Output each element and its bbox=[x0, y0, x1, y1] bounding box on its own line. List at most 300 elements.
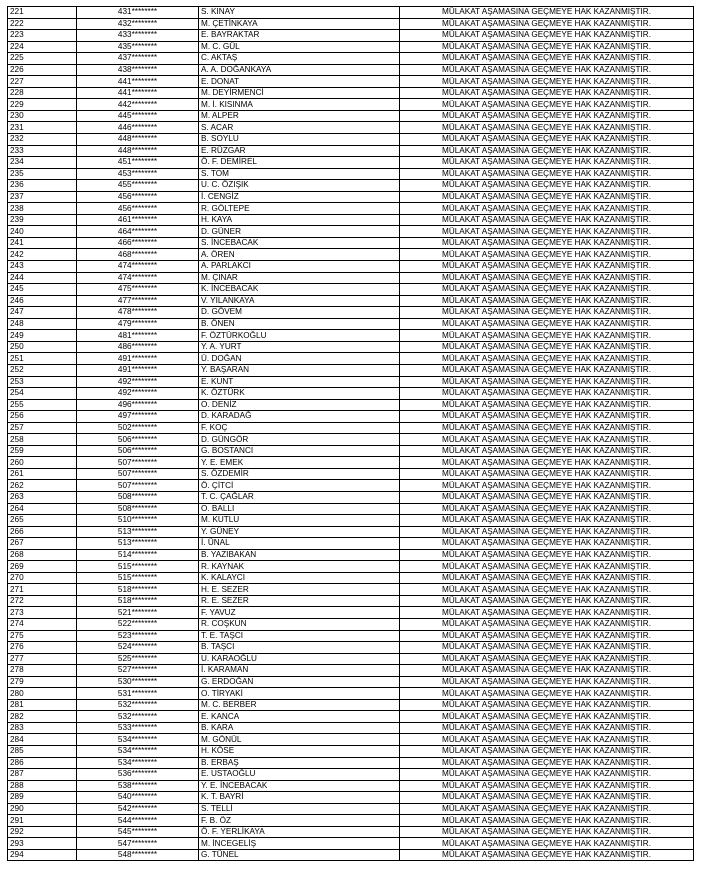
row-number-cell: 249 bbox=[8, 330, 77, 342]
candidate-name-cell: B. KARA bbox=[199, 722, 400, 734]
masked-id-cell: 513******** bbox=[77, 538, 199, 550]
table-row bbox=[8, 491, 694, 503]
masked-id-cell: 448******** bbox=[77, 145, 199, 157]
masked-id-cell: 438******** bbox=[77, 64, 199, 76]
masked-id-cell: 531******** bbox=[77, 688, 199, 700]
row-number-cell: 283 bbox=[8, 722, 77, 734]
candidate-name-cell: B. TAŞCI bbox=[199, 642, 400, 654]
table-row bbox=[8, 688, 694, 700]
candidate-name-cell: H. KAYA bbox=[199, 214, 400, 226]
row-number-cell: 281 bbox=[8, 699, 77, 711]
candidate-name-cell: R. COŞKUN bbox=[199, 618, 400, 630]
masked-id-cell: 540******** bbox=[77, 792, 199, 804]
candidate-name-cell: O. DENİZ bbox=[199, 399, 400, 411]
masked-id-cell: 448******** bbox=[77, 134, 199, 146]
table-row bbox=[8, 849, 694, 861]
table-row bbox=[8, 549, 694, 561]
row-number-cell: 284 bbox=[8, 734, 77, 746]
row-number-cell: 225 bbox=[8, 53, 77, 65]
row-number-cell: 267 bbox=[8, 538, 77, 550]
row-number-cell: 255 bbox=[8, 399, 77, 411]
candidate-name-cell: Ö. F. DEMİREL bbox=[199, 157, 400, 169]
row-number-cell: 222 bbox=[8, 18, 77, 30]
row-number-cell: 261 bbox=[8, 468, 77, 480]
row-number-cell: 269 bbox=[8, 561, 77, 573]
result-status-cell: MÜLAKAT AŞAMASINA GEÇMEYE HAK KAZANMIŞTIR. bbox=[400, 18, 694, 30]
row-number-cell: 263 bbox=[8, 491, 77, 503]
table-row bbox=[8, 584, 694, 596]
candidate-name-cell: O. BALLI bbox=[199, 503, 400, 515]
candidate-name-cell: K. KALAYCI bbox=[199, 572, 400, 584]
result-status-cell: MÜLAKAT AŞAMASINA GEÇMEYE HAK KAZANMIŞTIR. bbox=[400, 803, 694, 815]
table-row bbox=[8, 76, 694, 88]
table-row bbox=[8, 572, 694, 584]
table-row bbox=[8, 503, 694, 515]
table-row bbox=[8, 122, 694, 134]
candidate-name-cell: M. DEYİRMENCİ bbox=[199, 87, 400, 99]
masked-id-cell: 491******** bbox=[77, 353, 199, 365]
table-row bbox=[8, 134, 694, 146]
result-status-cell: MÜLAKAT AŞAMASINA GEÇMEYE HAK KAZANMIŞTIR. bbox=[400, 30, 694, 42]
result-status-cell: MÜLAKAT AŞAMASINA GEÇMEYE HAK KAZANMIŞTIR. bbox=[400, 226, 694, 238]
masked-id-cell: 435******** bbox=[77, 41, 199, 53]
candidate-name-cell: M. ÇINAR bbox=[199, 272, 400, 284]
masked-id-cell: 513******** bbox=[77, 526, 199, 538]
row-number-cell: 265 bbox=[8, 515, 77, 527]
masked-id-cell: 497******** bbox=[77, 411, 199, 423]
row-number-cell: 272 bbox=[8, 595, 77, 607]
table-row bbox=[8, 561, 694, 573]
result-status-cell: MÜLAKAT AŞAMASINA GEÇMEYE HAK KAZANMIŞTIR. bbox=[400, 87, 694, 99]
candidate-name-cell: Y. A. YURT bbox=[199, 341, 400, 353]
result-status-cell: MÜLAKAT AŞAMASINA GEÇMEYE HAK KAZANMIŞTIR. bbox=[400, 307, 694, 319]
row-number-cell: 232 bbox=[8, 134, 77, 146]
row-number-cell: 286 bbox=[8, 757, 77, 769]
masked-id-cell: 466******** bbox=[77, 237, 199, 249]
candidate-name-cell: M. ÇETİNKAYA bbox=[199, 18, 400, 30]
result-status-cell: MÜLAKAT AŞAMASINA GEÇMEYE HAK KAZANMIŞTIR. bbox=[400, 618, 694, 630]
result-status-cell: MÜLAKAT AŞAMASINA GEÇMEYE HAK KAZANMIŞTIR. bbox=[400, 376, 694, 388]
row-number-cell: 288 bbox=[8, 780, 77, 792]
candidate-name-cell: G. BOSTANCI bbox=[199, 445, 400, 457]
result-status-cell: MÜLAKAT AŞAMASINA GEÇMEYE HAK KAZANMIŞTIR. bbox=[400, 734, 694, 746]
result-status-cell: MÜLAKAT AŞAMASINA GEÇMEYE HAK KAZANMIŞTIR. bbox=[400, 503, 694, 515]
masked-id-cell: 479******** bbox=[77, 318, 199, 330]
row-number-cell: 291 bbox=[8, 815, 77, 827]
masked-id-cell: 492******** bbox=[77, 388, 199, 400]
masked-id-cell: 507******** bbox=[77, 480, 199, 492]
result-status-cell: MÜLAKAT AŞAMASINA GEÇMEYE HAK KAZANMIŞTIR. bbox=[400, 134, 694, 146]
candidate-name-cell: K. İNCEBACAK bbox=[199, 284, 400, 296]
table-row bbox=[8, 180, 694, 192]
table-row bbox=[8, 341, 694, 353]
result-status-cell: MÜLAKAT AŞAMASINA GEÇMEYE HAK KAZANMIŞTIR. bbox=[400, 526, 694, 538]
result-status-cell: MÜLAKAT AŞAMASINA GEÇMEYE HAK KAZANMIŞTIR. bbox=[400, 364, 694, 376]
table-row bbox=[8, 665, 694, 677]
masked-id-cell: 502******** bbox=[77, 422, 199, 434]
candidate-name-cell: E. KANCA bbox=[199, 711, 400, 723]
row-number-cell: 223 bbox=[8, 30, 77, 42]
candidate-name-cell: E. USTAOĞLU bbox=[199, 769, 400, 781]
result-status-cell: MÜLAKAT AŞAMASINA GEÇMEYE HAK KAZANMIŞTIR. bbox=[400, 722, 694, 734]
row-number-cell: 221 bbox=[8, 7, 77, 19]
masked-id-cell: 521******** bbox=[77, 607, 199, 619]
masked-id-cell: 532******** bbox=[77, 699, 199, 711]
row-number-cell: 278 bbox=[8, 665, 77, 677]
masked-id-cell: 545******** bbox=[77, 826, 199, 838]
result-status-cell: MÜLAKAT AŞAMASINA GEÇMEYE HAK KAZANMIŞTIR. bbox=[400, 595, 694, 607]
table-row bbox=[8, 64, 694, 76]
table-row bbox=[8, 630, 694, 642]
table-row bbox=[8, 457, 694, 469]
row-number-cell: 238 bbox=[8, 203, 77, 215]
candidate-name-cell: A. A. DOĞANKAYA bbox=[199, 64, 400, 76]
masked-id-cell: 542******** bbox=[77, 803, 199, 815]
candidate-name-cell: D. KARADAĞ bbox=[199, 411, 400, 423]
result-status-cell: MÜLAKAT AŞAMASINA GEÇMEYE HAK KAZANMIŞTIR. bbox=[400, 549, 694, 561]
result-status-cell: MÜLAKAT AŞAMASINA GEÇMEYE HAK KAZANMIŞTIR. bbox=[400, 561, 694, 573]
row-number-cell: 248 bbox=[8, 318, 77, 330]
candidate-name-cell: F. KOÇ bbox=[199, 422, 400, 434]
row-number-cell: 266 bbox=[8, 526, 77, 538]
result-status-cell: MÜLAKAT AŞAMASINA GEÇMEYE HAK KAZANMIŞTIR. bbox=[400, 699, 694, 711]
table-row bbox=[8, 653, 694, 665]
table-row bbox=[8, 676, 694, 688]
result-status-cell: MÜLAKAT AŞAMASINA GEÇMEYE HAK KAZANMIŞTIR. bbox=[400, 180, 694, 192]
result-status-cell: MÜLAKAT AŞAMASINA GEÇMEYE HAK KAZANMIŞTIR. bbox=[400, 665, 694, 677]
masked-id-cell: 515******** bbox=[77, 561, 199, 573]
row-number-cell: 246 bbox=[8, 295, 77, 307]
result-status-cell: MÜLAKAT AŞAMASINA GEÇMEYE HAK KAZANMIŞTIR. bbox=[400, 272, 694, 284]
table-row bbox=[8, 711, 694, 723]
result-status-cell: MÜLAKAT AŞAMASINA GEÇMEYE HAK KAZANMIŞTIR. bbox=[400, 341, 694, 353]
masked-id-cell: 536******** bbox=[77, 769, 199, 781]
candidate-name-cell: F. ÖZTÜRKOĞLU bbox=[199, 330, 400, 342]
masked-id-cell: 506******** bbox=[77, 434, 199, 446]
result-status-cell: MÜLAKAT AŞAMASINA GEÇMEYE HAK KAZANMIŞTIR. bbox=[400, 688, 694, 700]
result-status-cell: MÜLAKAT AŞAMASINA GEÇMEYE HAK KAZANMIŞTIR. bbox=[400, 261, 694, 273]
row-number-cell: 235 bbox=[8, 168, 77, 180]
table-row bbox=[8, 295, 694, 307]
result-status-cell: MÜLAKAT AŞAMASINA GEÇMEYE HAK KAZANMIŞTIR. bbox=[400, 110, 694, 122]
row-number-cell: 258 bbox=[8, 434, 77, 446]
table-row bbox=[8, 330, 694, 342]
masked-id-cell: 522******** bbox=[77, 618, 199, 630]
row-number-cell: 268 bbox=[8, 549, 77, 561]
masked-id-cell: 510******** bbox=[77, 515, 199, 527]
masked-id-cell: 464******** bbox=[77, 226, 199, 238]
result-status-cell: MÜLAKAT AŞAMASINA GEÇMEYE HAK KAZANMIŞTIR. bbox=[400, 457, 694, 469]
result-status-cell: MÜLAKAT AŞAMASINA GEÇMEYE HAK KAZANMIŞTIR. bbox=[400, 191, 694, 203]
candidate-name-cell: S. ACAR bbox=[199, 122, 400, 134]
result-status-cell: MÜLAKAT AŞAMASINA GEÇMEYE HAK KAZANMIŞTIR. bbox=[400, 711, 694, 723]
row-number-cell: 271 bbox=[8, 584, 77, 596]
row-number-cell: 247 bbox=[8, 307, 77, 319]
masked-id-cell: 456******** bbox=[77, 191, 199, 203]
row-number-cell: 280 bbox=[8, 688, 77, 700]
result-status-cell: MÜLAKAT AŞAMASINA GEÇMEYE HAK KAZANMIŞTIR. bbox=[400, 203, 694, 215]
table-row bbox=[8, 145, 694, 157]
result-status-cell: MÜLAKAT AŞAMASINA GEÇMEYE HAK KAZANMIŞTIR. bbox=[400, 757, 694, 769]
result-status-cell: MÜLAKAT AŞAMASINA GEÇMEYE HAK KAZANMIŞTIR. bbox=[400, 122, 694, 134]
masked-id-cell: 468******** bbox=[77, 249, 199, 261]
masked-id-cell: 445******** bbox=[77, 110, 199, 122]
result-status-cell: MÜLAKAT AŞAMASINA GEÇMEYE HAK KAZANMIŞTIR. bbox=[400, 411, 694, 423]
masked-id-cell: 547******** bbox=[77, 838, 199, 850]
table-row bbox=[8, 364, 694, 376]
row-number-cell: 234 bbox=[8, 157, 77, 169]
table-row bbox=[8, 526, 694, 538]
table-row bbox=[8, 203, 694, 215]
row-number-cell: 224 bbox=[8, 41, 77, 53]
table-row bbox=[8, 722, 694, 734]
table-row bbox=[8, 411, 694, 423]
candidate-name-cell: S. TELLİ bbox=[199, 803, 400, 815]
masked-id-cell: 518******** bbox=[77, 584, 199, 596]
masked-id-cell: 534******** bbox=[77, 757, 199, 769]
masked-id-cell: 451******** bbox=[77, 157, 199, 169]
row-number-cell: 257 bbox=[8, 422, 77, 434]
masked-id-cell: 455******** bbox=[77, 180, 199, 192]
candidate-name-cell: S. TOM bbox=[199, 168, 400, 180]
row-number-cell: 254 bbox=[8, 388, 77, 400]
masked-id-cell: 533******** bbox=[77, 722, 199, 734]
result-status-cell: MÜLAKAT AŞAMASINA GEÇMEYE HAK KAZANMIŞTIR. bbox=[400, 76, 694, 88]
table-row bbox=[8, 422, 694, 434]
row-number-cell: 270 bbox=[8, 572, 77, 584]
candidate-name-cell: A. ÖREN bbox=[199, 249, 400, 261]
row-number-cell: 229 bbox=[8, 99, 77, 111]
result-status-cell: MÜLAKAT AŞAMASINA GEÇMEYE HAK KAZANMIŞTIR. bbox=[400, 642, 694, 654]
table-row bbox=[8, 826, 694, 838]
table-row bbox=[8, 99, 694, 111]
table-row bbox=[8, 30, 694, 42]
masked-id-cell: 461******** bbox=[77, 214, 199, 226]
table-row bbox=[8, 607, 694, 619]
candidate-name-cell: B. ÖNEN bbox=[199, 318, 400, 330]
candidate-name-cell: M. GÖNÜL bbox=[199, 734, 400, 746]
result-status-cell: MÜLAKAT AŞAMASINA GEÇMEYE HAK KAZANMIŞTIR. bbox=[400, 295, 694, 307]
masked-id-cell: 532******** bbox=[77, 711, 199, 723]
table-row bbox=[8, 157, 694, 169]
candidate-name-cell: M. İNCEGELİŞ bbox=[199, 838, 400, 850]
row-number-cell: 256 bbox=[8, 411, 77, 423]
result-status-cell: MÜLAKAT AŞAMASINA GEÇMEYE HAK KAZANMIŞTIR. bbox=[400, 330, 694, 342]
candidate-name-cell: B. ERBAŞ bbox=[199, 757, 400, 769]
candidate-name-cell: M. C. GÜL bbox=[199, 41, 400, 53]
result-status-cell: MÜLAKAT AŞAMASINA GEÇMEYE HAK KAZANMIŞTIR. bbox=[400, 7, 694, 19]
masked-id-cell: 496******** bbox=[77, 399, 199, 411]
masked-id-cell: 518******** bbox=[77, 595, 199, 607]
row-number-cell: 240 bbox=[8, 226, 77, 238]
row-number-cell: 260 bbox=[8, 457, 77, 469]
masked-id-cell: 432******** bbox=[77, 18, 199, 30]
row-number-cell: 251 bbox=[8, 353, 77, 365]
candidate-name-cell: O. TİRYAKİ bbox=[199, 688, 400, 700]
candidate-name-cell: R. E. SEZER bbox=[199, 595, 400, 607]
masked-id-cell: 441******** bbox=[77, 76, 199, 88]
masked-id-cell: 544******** bbox=[77, 815, 199, 827]
result-status-cell: MÜLAKAT AŞAMASINA GEÇMEYE HAK KAZANMIŞTIR. bbox=[400, 168, 694, 180]
table-row bbox=[8, 191, 694, 203]
candidate-name-cell: S. KINAY bbox=[199, 7, 400, 19]
masked-id-cell: 508******** bbox=[77, 491, 199, 503]
masked-id-cell: 507******** bbox=[77, 468, 199, 480]
candidate-name-cell: T. C. ÇAĞLAR bbox=[199, 491, 400, 503]
table-row bbox=[8, 353, 694, 365]
result-status-cell: MÜLAKAT AŞAMASINA GEÇMEYE HAK KAZANMIŞTIR. bbox=[400, 676, 694, 688]
row-number-cell: 239 bbox=[8, 214, 77, 226]
candidate-name-cell: M. KUTLU bbox=[199, 515, 400, 527]
row-number-cell: 253 bbox=[8, 376, 77, 388]
row-number-cell: 264 bbox=[8, 503, 77, 515]
result-status-cell: MÜLAKAT AŞAMASINA GEÇMEYE HAK KAZANMIŞTIR. bbox=[400, 538, 694, 550]
table-row bbox=[8, 792, 694, 804]
table-row bbox=[8, 618, 694, 630]
candidate-name-cell: E. BAYRAKTAR bbox=[199, 30, 400, 42]
table-row bbox=[8, 237, 694, 249]
row-number-cell: 293 bbox=[8, 838, 77, 850]
candidate-name-cell: R. GÖLTEPE bbox=[199, 203, 400, 215]
candidate-name-cell: H. E. SEZER bbox=[199, 584, 400, 596]
table-row bbox=[8, 595, 694, 607]
candidate-name-cell: Ö. ÇİTCİ bbox=[199, 480, 400, 492]
row-number-cell: 233 bbox=[8, 145, 77, 157]
row-number-cell: 289 bbox=[8, 792, 77, 804]
row-number-cell: 241 bbox=[8, 237, 77, 249]
masked-id-cell: 508******** bbox=[77, 503, 199, 515]
row-number-cell: 243 bbox=[8, 261, 77, 273]
row-number-cell: 287 bbox=[8, 769, 77, 781]
masked-id-cell: 431******** bbox=[77, 7, 199, 19]
table-row bbox=[8, 41, 694, 53]
candidate-name-cell: İ. CENGİZ bbox=[199, 191, 400, 203]
table-row bbox=[8, 318, 694, 330]
table-row bbox=[8, 261, 694, 273]
masked-id-cell: 524******** bbox=[77, 642, 199, 654]
result-status-cell: MÜLAKAT AŞAMASINA GEÇMEYE HAK KAZANMIŞTIR. bbox=[400, 41, 694, 53]
candidate-name-cell: U. C. ÖZIŞIK bbox=[199, 180, 400, 192]
masked-id-cell: 507******** bbox=[77, 457, 199, 469]
result-status-cell: MÜLAKAT AŞAMASINA GEÇMEYE HAK KAZANMIŞTIR. bbox=[400, 815, 694, 827]
candidate-name-cell: F. YAVUZ bbox=[199, 607, 400, 619]
result-status-cell: MÜLAKAT AŞAMASINA GEÇMEYE HAK KAZANMIŞTIR. bbox=[400, 849, 694, 861]
candidate-name-cell: A. PARLAKCI bbox=[199, 261, 400, 273]
masked-id-cell: 475******** bbox=[77, 284, 199, 296]
masked-id-cell: 530******** bbox=[77, 676, 199, 688]
masked-id-cell: 515******** bbox=[77, 572, 199, 584]
table-row bbox=[8, 272, 694, 284]
table-row bbox=[8, 87, 694, 99]
candidate-name-cell: F. B. ÖZ bbox=[199, 815, 400, 827]
table-row bbox=[8, 734, 694, 746]
row-number-cell: 227 bbox=[8, 76, 77, 88]
result-status-cell: MÜLAKAT AŞAMASINA GEÇMEYE HAK KAZANMIŞTIR. bbox=[400, 445, 694, 457]
row-number-cell: 273 bbox=[8, 607, 77, 619]
result-status-cell: MÜLAKAT AŞAMASINA GEÇMEYE HAK KAZANMIŞTIR. bbox=[400, 249, 694, 261]
table-row bbox=[8, 226, 694, 238]
candidate-name-cell: İ. ÜNAL bbox=[199, 538, 400, 550]
candidate-name-cell: M. İ. KISINMA bbox=[199, 99, 400, 111]
candidate-name-cell: D. GÜNER bbox=[199, 226, 400, 238]
candidate-name-cell: Y. GÜNEY bbox=[199, 526, 400, 538]
row-number-cell: 279 bbox=[8, 676, 77, 688]
table-row bbox=[8, 445, 694, 457]
result-status-cell: MÜLAKAT AŞAMASINA GEÇMEYE HAK KAZANMIŞTIR. bbox=[400, 468, 694, 480]
table-row bbox=[8, 780, 694, 792]
candidate-name-cell: G. TÜNEL bbox=[199, 849, 400, 861]
row-number-cell: 290 bbox=[8, 803, 77, 815]
result-status-cell: MÜLAKAT AŞAMASINA GEÇMEYE HAK KAZANMIŞTIR. bbox=[400, 480, 694, 492]
result-status-cell: MÜLAKAT AŞAMASINA GEÇMEYE HAK KAZANMIŞTIR. bbox=[400, 769, 694, 781]
candidate-name-cell: V. YILANKAYA bbox=[199, 295, 400, 307]
masked-id-cell: 481******** bbox=[77, 330, 199, 342]
row-number-cell: 262 bbox=[8, 480, 77, 492]
masked-id-cell: 491******** bbox=[77, 364, 199, 376]
candidate-name-cell: D. GÖVEM bbox=[199, 307, 400, 319]
result-status-cell: MÜLAKAT AŞAMASINA GEÇMEYE HAK KAZANMIŞTIR. bbox=[400, 99, 694, 111]
result-status-cell: MÜLAKAT AŞAMASINA GEÇMEYE HAK KAZANMIŞTIR. bbox=[400, 653, 694, 665]
results-table-body bbox=[8, 7, 694, 861]
row-number-cell: 274 bbox=[8, 618, 77, 630]
candidate-name-cell: M. C. BERBER bbox=[199, 699, 400, 711]
result-status-cell: MÜLAKAT AŞAMASINA GEÇMEYE HAK KAZANMIŞTIR. bbox=[400, 284, 694, 296]
result-status-cell: MÜLAKAT AŞAMASINA GEÇMEYE HAK KAZANMIŞTIR. bbox=[400, 434, 694, 446]
row-number-cell: 276 bbox=[8, 642, 77, 654]
candidate-name-cell: B. SOYLU bbox=[199, 134, 400, 146]
row-number-cell: 236 bbox=[8, 180, 77, 192]
table-row bbox=[8, 538, 694, 550]
result-status-cell: MÜLAKAT AŞAMASINA GEÇMEYE HAK KAZANMIŞTIR. bbox=[400, 53, 694, 65]
table-row bbox=[8, 53, 694, 65]
table-row bbox=[8, 110, 694, 122]
candidate-name-cell: Y. E. İNCEBACAK bbox=[199, 780, 400, 792]
result-status-cell: MÜLAKAT AŞAMASINA GEÇMEYE HAK KAZANMIŞTIR. bbox=[400, 838, 694, 850]
result-status-cell: MÜLAKAT AŞAMASINA GEÇMEYE HAK KAZANMIŞTIR. bbox=[400, 353, 694, 365]
table-row bbox=[8, 769, 694, 781]
result-status-cell: MÜLAKAT AŞAMASINA GEÇMEYE HAK KAZANMIŞTIR. bbox=[400, 780, 694, 792]
candidate-name-cell: H. KÖSE bbox=[199, 746, 400, 758]
row-number-cell: 230 bbox=[8, 110, 77, 122]
row-number-cell: 285 bbox=[8, 746, 77, 758]
row-number-cell: 237 bbox=[8, 191, 77, 203]
masked-id-cell: 478******** bbox=[77, 307, 199, 319]
candidate-name-cell: C. AKTAŞ bbox=[199, 53, 400, 65]
candidate-name-cell: Y. BAŞARAN bbox=[199, 364, 400, 376]
masked-id-cell: 548******** bbox=[77, 849, 199, 861]
row-number-cell: 250 bbox=[8, 341, 77, 353]
table-row bbox=[8, 468, 694, 480]
candidate-name-cell: İ. KARAMAN bbox=[199, 665, 400, 677]
row-number-cell: 231 bbox=[8, 122, 77, 134]
table-row bbox=[8, 757, 694, 769]
candidate-name-cell: E. DONAT bbox=[199, 76, 400, 88]
table-row bbox=[8, 399, 694, 411]
table-row bbox=[8, 249, 694, 261]
result-status-cell: MÜLAKAT AŞAMASINA GEÇMEYE HAK KAZANMIŞTIR. bbox=[400, 399, 694, 411]
result-status-cell: MÜLAKAT AŞAMASINA GEÇMEYE HAK KAZANMIŞTIR. bbox=[400, 422, 694, 434]
table-row bbox=[8, 307, 694, 319]
candidate-name-cell: E. RÜZGAR bbox=[199, 145, 400, 157]
candidate-name-cell: T. E. TAŞCI bbox=[199, 630, 400, 642]
result-status-cell: MÜLAKAT AŞAMASINA GEÇMEYE HAK KAZANMIŞTIR. bbox=[400, 826, 694, 838]
masked-id-cell: 486******** bbox=[77, 341, 199, 353]
row-number-cell: 282 bbox=[8, 711, 77, 723]
result-status-cell: MÜLAKAT AŞAMASINA GEÇMEYE HAK KAZANMIŞTIR. bbox=[400, 792, 694, 804]
table-row bbox=[8, 803, 694, 815]
table-row bbox=[8, 388, 694, 400]
table-row bbox=[8, 168, 694, 180]
